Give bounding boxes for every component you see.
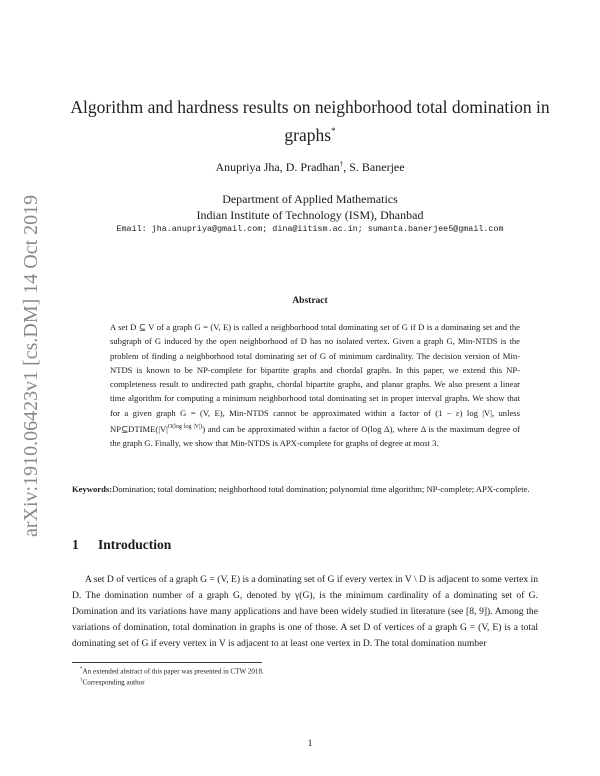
corresponding-author-mark: †	[339, 160, 344, 168]
abstract-text-1: A set D ⊆ V of a graph G = (V, E) is called a neighborhood total dominating set of G if D is a dominating set and the subgraph of G induced by the open neighborhood of D has no isolated vertex. Given a graph G, Min-NTDS is the problem of finding a neighborhood total dominating set of G of minimum cardinality. The decision version of Min-NTDS is known to be NP-complete for bipartite graphs and chordal graphs. In this paper, we extend this NP-completeness result to undirected path graphs, chordal bipartite graphs, and planar graphs. We also present a linear time algorithm for computing a minimum neighborhood total dominating set in proper interval graphs. We show that for a given graph G = (V, E), Min-NTDS cannot be approximated within a factor of (1 − ε) log |V|, unless NP⊆DTIME(|V|	[110, 322, 520, 434]
keywords-text: Domination; total domination; neighborhood total domination; polynomial time algorithm; NP-complete; APX-complete.	[112, 484, 530, 494]
footnote-2-text: Corresponding author	[82, 678, 145, 687]
footnote-2-mark: †	[80, 678, 83, 684]
footnote-1-text: An extended abstract of this paper was presented in CTW 2018.	[82, 667, 264, 676]
section-heading-introduction	[72, 537, 538, 553]
arxiv-id-text: arXiv:1910.06423v1 [cs.DM] 14 Oct 2019	[20, 194, 42, 537]
footnote-1-mark: *	[80, 667, 83, 672]
footnotes	[80, 665, 538, 688]
paper-title	[60, 95, 560, 147]
author-names-1: Anupriya Jha, D. Pradhan	[215, 160, 340, 174]
abstract-exponent: O(log log |V|)	[167, 424, 203, 431]
affiliation	[60, 191, 560, 223]
institute-name: Indian Institute of Technology (ISM), Dhanbad	[196, 208, 424, 222]
introduction-paragraph: A set D of vertices of a graph G = (V, E) is a dominating set of G if every vertex in V \ D is adjacent to some vertex in D. The domination number of a graph G, denoted by γ(G), is the minimum cardinality of a dominating set of G. Domination and its variations have many applications and have been widely studied in literature (see [8, 9]). Among the variations of domination, total domination in graphs is one of those. A set D of vertices of a graph G = (V, E) is a total dominating set of G if every vertex in V is adjacent to at least one vertex in D. The total domination number	[72, 574, 538, 649]
footnote-1	[80, 665, 538, 676]
author-names-2: , S. Banerjee	[343, 160, 405, 174]
section-title: Introduction	[98, 537, 172, 552]
abstract-text-2: ) and can be approximated within a factor of O(log Δ), where Δ is the maximum degree of the graph G. Finally, we show that Min-NTDS is APX-complete for graphs of degree at most 3.	[110, 423, 520, 449]
title-line-1: Algorithm and hardness results on neighborhood total domination in	[70, 97, 550, 117]
abstract-heading: Abstract	[292, 296, 328, 306]
email-line: Email: jha.anupriya@gmail.com; dina@iitism.ac.in; sumanta.banerjee5@gmail.com	[116, 224, 504, 234]
footnote-divider	[72, 662, 262, 663]
arxiv-identifier-stamp	[10, 185, 50, 545]
page-number: 1	[307, 738, 313, 749]
footnote-2	[80, 676, 538, 687]
keywords-label: Keywords:	[72, 484, 113, 494]
abstract-body	[110, 320, 520, 451]
title-line-2	[60, 119, 560, 147]
keywords	[72, 482, 538, 497]
title-line-2-text: graphs	[284, 124, 332, 145]
arxiv-stamp-svg	[10, 185, 50, 545]
author-list	[60, 160, 560, 175]
department-name: Department of Applied Mathematics	[222, 192, 398, 206]
title-footnote-mark: *	[331, 126, 336, 136]
section-number: 1	[72, 537, 79, 552]
